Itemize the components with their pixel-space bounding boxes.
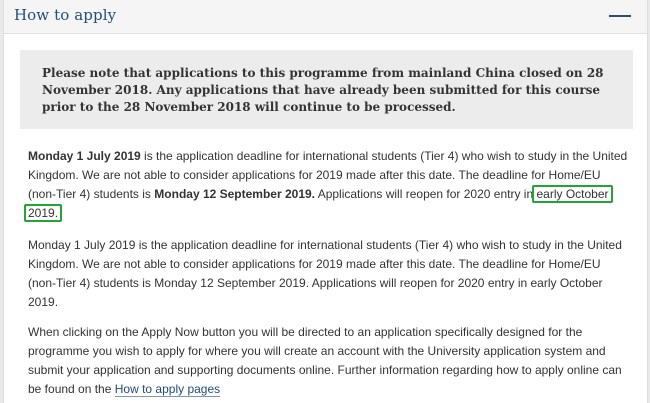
home-eu-deadline-bold: Monday 12 September 2019. (154, 187, 316, 201)
deadline-paragraph-highlighted (28, 147, 630, 223)
notice-text: Please note that applications to this programme from mainland China closed on 28 November 2018. Any applications that have already been submitted for this course prior to the 28 November 2018 will continue to be processed. (42, 66, 604, 114)
apply-now-paragraph (28, 323, 630, 399)
deadline-text-b: Applications will reopen for 2020 entry in (315, 187, 537, 201)
highlight-box-2019: 2019. (24, 204, 62, 222)
notice-box (20, 50, 633, 129)
how-to-apply-link[interactable]: How to apply pages (114, 382, 221, 396)
deadline-paragraph-plain: Monday 1 July 2019 is the application deadline for international students (Tier 4) who wish to study in the United Kingdom. We are not able to consider applications for 2019 made after this date. The deadline for Home/EU (non-Tier 4) students is Monday 12 September 2019. Applications will reopen for 2020 entry in early October 2019. (28, 238, 622, 309)
how-to-apply-panel (3, 0, 648, 403)
minus-icon[interactable] (609, 15, 631, 17)
accordion-header[interactable] (4, 0, 647, 34)
highlight-box-early-october: early October (532, 185, 612, 203)
deadline-text-a: is the application deadline for international students (Tier 4) who wish to study in the United Kingdom. We are not able to consider applications for 2019 made after this date. The deadline for Home/EU (non-Tier 4) students is (28, 149, 628, 201)
apply-now-text: When clicking on the Apply Now button you will be directed to an application specifically designed for the programme you wish to apply for where you will create an account with the University application system and submit your application and supporting documents online. Further information regarding how to apply online can be found on the (28, 325, 622, 396)
section-title: How to apply (14, 6, 117, 24)
deadline-date-bold: Monday 1 July 2019 (28, 149, 141, 163)
